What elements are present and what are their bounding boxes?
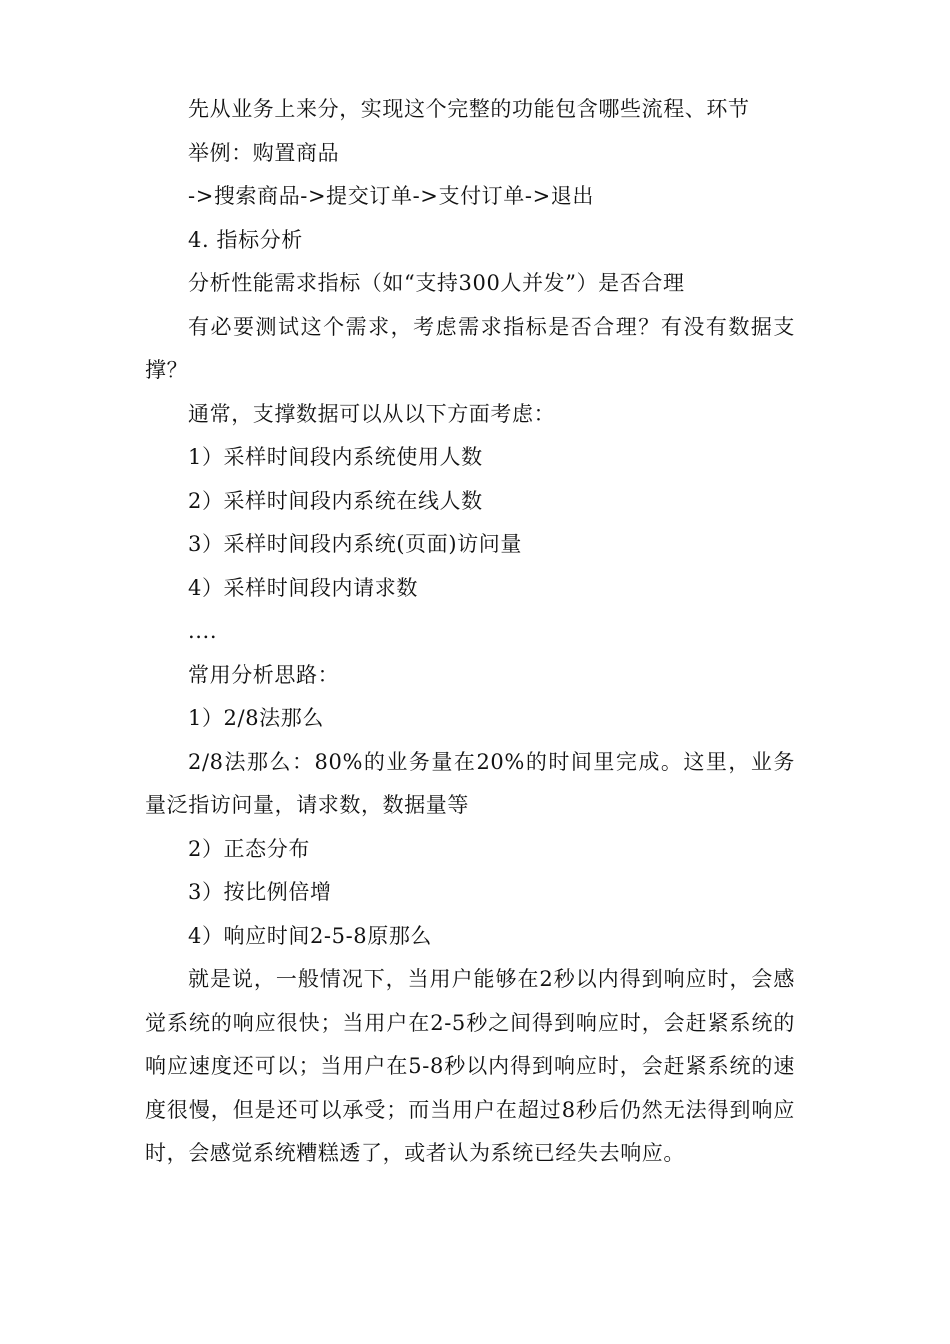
paragraph-analysis-methods: 常用分析思路： [188,662,340,687]
document-body [145,88,795,1176]
list-item-users: 1）采样时间段内系统使用人数 [188,445,483,469]
list-item-online-users: 2）采样时间段内系统在线人数 [188,488,483,513]
paragraph-ellipsis: .... [188,619,218,643]
section-heading-metric-analysis: 4. 指标分析 [188,227,303,252]
paragraph-support-intro: 通常，支撑数据可以从以下方面考虑： [188,401,556,426]
paragraph-example: 举例：购置商品 [188,140,340,165]
list-item-pareto: 1）2/8法那么 [188,706,324,730]
list-item-requests: 4）采样时间段内请求数 [188,575,418,600]
list-item-page-views: 3）采样时间段内系统(页面)访问量 [188,532,522,556]
paragraph-flow-steps: ->搜索商品->提交订单->支付订单->退出 [188,184,594,208]
paragraph-pareto-explanation: 2/8法那么：80%的业务量在20%的时间里完成。这里，业务量泛指访问量，请求数，数据量等 [145,749,795,817]
paragraph-data-support: 有必要测试这个需求，考虑需求指标是否合理？有没有数据支撑？ [145,314,795,382]
list-item-proportional-increase: 3）按比例倍增 [188,880,332,904]
paragraph-response-time-explanation: 就是说，一般情况下，当用户能够在2秒以内得到响应时，会感觉系统的响应很快；当用户在2-5秒之间得到响应时，会赶紧系统的响应速度还可以；当用户在5-8秒以内得到响应时，会赶紧系统的速度很慢，但是还可以承受；而当用户在超过8秒后仍然无法得到响应时，会感觉系统糟糕透了，或者认为系统已经失去响应。 [145,967,795,1165]
list-item-response-time-rule: 4）响应时间2-5-8原那么 [188,923,433,948]
list-item-normal-distribution: 2）正态分布 [188,836,310,861]
paragraph-metric-reasonable: 分析性能需求指标（如“支持300人并发”）是否合理 [188,271,685,295]
paragraph-business-flow: 先从业务上来分，实现这个完整的功能包含哪些流程、环节 [188,97,750,121]
